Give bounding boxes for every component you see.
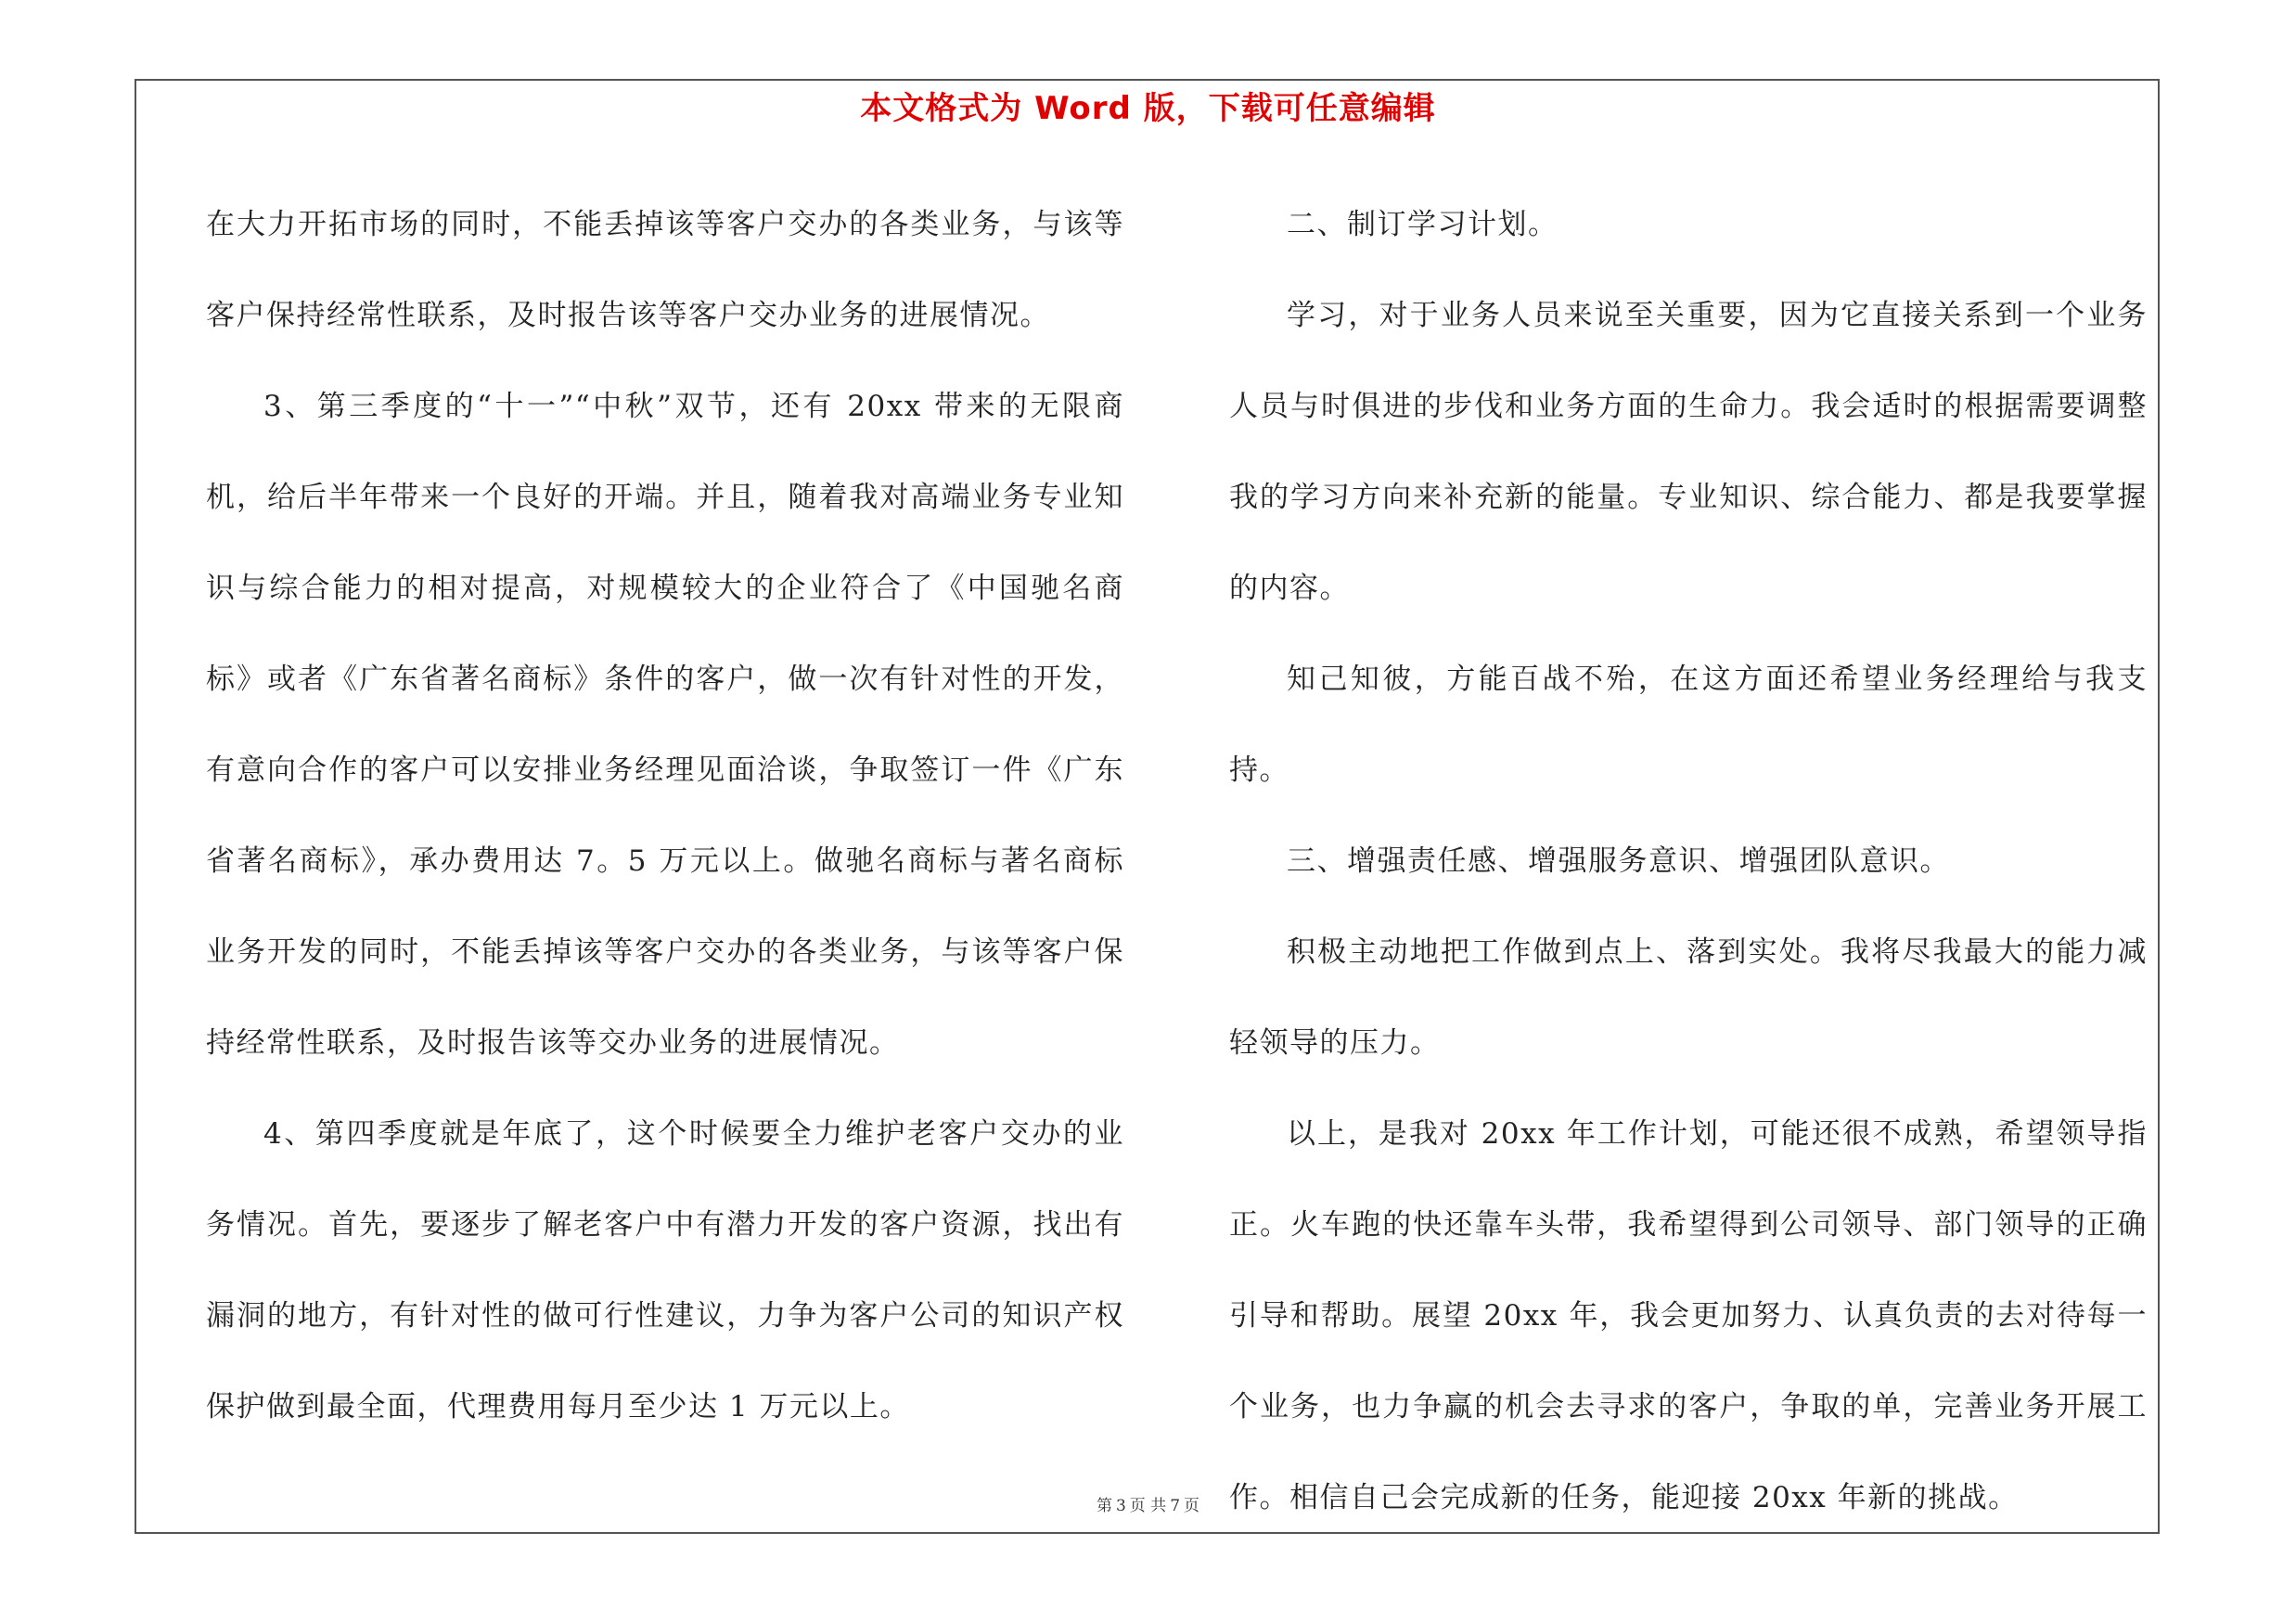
right-paragraph-5: 积极主动地把工作做到点上、落到实处。我将尽我最大的能力减轻领导的压力。	[1229, 935, 2148, 1060]
footer-prefix: 第	[1096, 1497, 1112, 1515]
footer-middle: 页 共	[1129, 1497, 1167, 1515]
footer-total-pages: 7	[1170, 1497, 1181, 1515]
footer-page-number: 3	[1115, 1497, 1126, 1515]
right-paragraph-1: 二、制订学习计划。	[1287, 208, 1558, 241]
left-paragraph-1: 在大力开拓市场的同时，不能丢掉该等客户交办的各类业务，与该等客户保持经常性联系，及时报告该等客户交办业务的进展情况。	[206, 208, 1124, 332]
right-column	[1229, 179, 2148, 1543]
left-paragraph-3: 4、第四季度就是年底了，这个时候要全力维护老客户交办的业务情况。首先，要逐步了解老客户中有潜力开发的客户资源，找出有漏洞的地方，有针对性的做可行性建议，力争为客户公司的知识产权保护做到最全面，代理费用每月至少达 1 万元以上。	[206, 1117, 1124, 1423]
left-paragraph-2: 3、第三季度的“十一”“中秋”双节，还有 20xx 带来的无限商机，给后半年带来一个良好的开端。并且，随着我对高端业务专业知识与综合能力的相对提高，对规模较大的企业符合了《中国驰名商标》或者《广东省著名商标》条件的客户，做一次有针对性的开发，有意向合作的客户可以安排业务经理见面洽谈，争取签订一件《广东省著名商标》，承办费用达 7。5 万元以上。做驰名商标与著名商标业务开发的同时，不能丢掉该等客户交办的各类业务，与该等客户保持经常性联系，及时报告该等交办业务的进展情况。	[206, 390, 1124, 1060]
page-footer	[0, 1496, 2296, 1516]
right-paragraph-4: 三、增强责任感、增强服务意识、增强团队意识。	[1287, 844, 1950, 878]
right-paragraph-2: 学习，对于业务人员来说至关重要，因为它直接关系到一个业务人员与时俱进的步伐和业务方面的生命力。我会适时的根据需要调整我的学习方向来补充新的能量。专业知识、综合能力、都是我要掌握的内容。	[1229, 299, 2148, 605]
right-paragraph-3: 知己知彼，方能百战不殆，在这方面还希望业务经理给与我支持。	[1229, 663, 2148, 787]
footer-suffix: 页	[1184, 1497, 1200, 1515]
format-banner: 本文格式为 Word 版，下载可任意编辑	[860, 90, 1436, 127]
left-column	[206, 179, 1124, 1452]
right-paragraph-6: 以上，是我对 20xx 年工作计划，可能还很不成熟，希望领导指正。火车跑的快还靠车头带，我希望得到公司领导、部门领导的正确引导和帮助。展望 20xx 年，我会更加努力、认真负责的去对待每一个业务，也力争赢的机会去寻求的客户，争取的单，完善业务开展工作。相信自己会完成新的任务，能迎接 20xx 年新的挑战。	[1229, 1117, 2148, 1514]
